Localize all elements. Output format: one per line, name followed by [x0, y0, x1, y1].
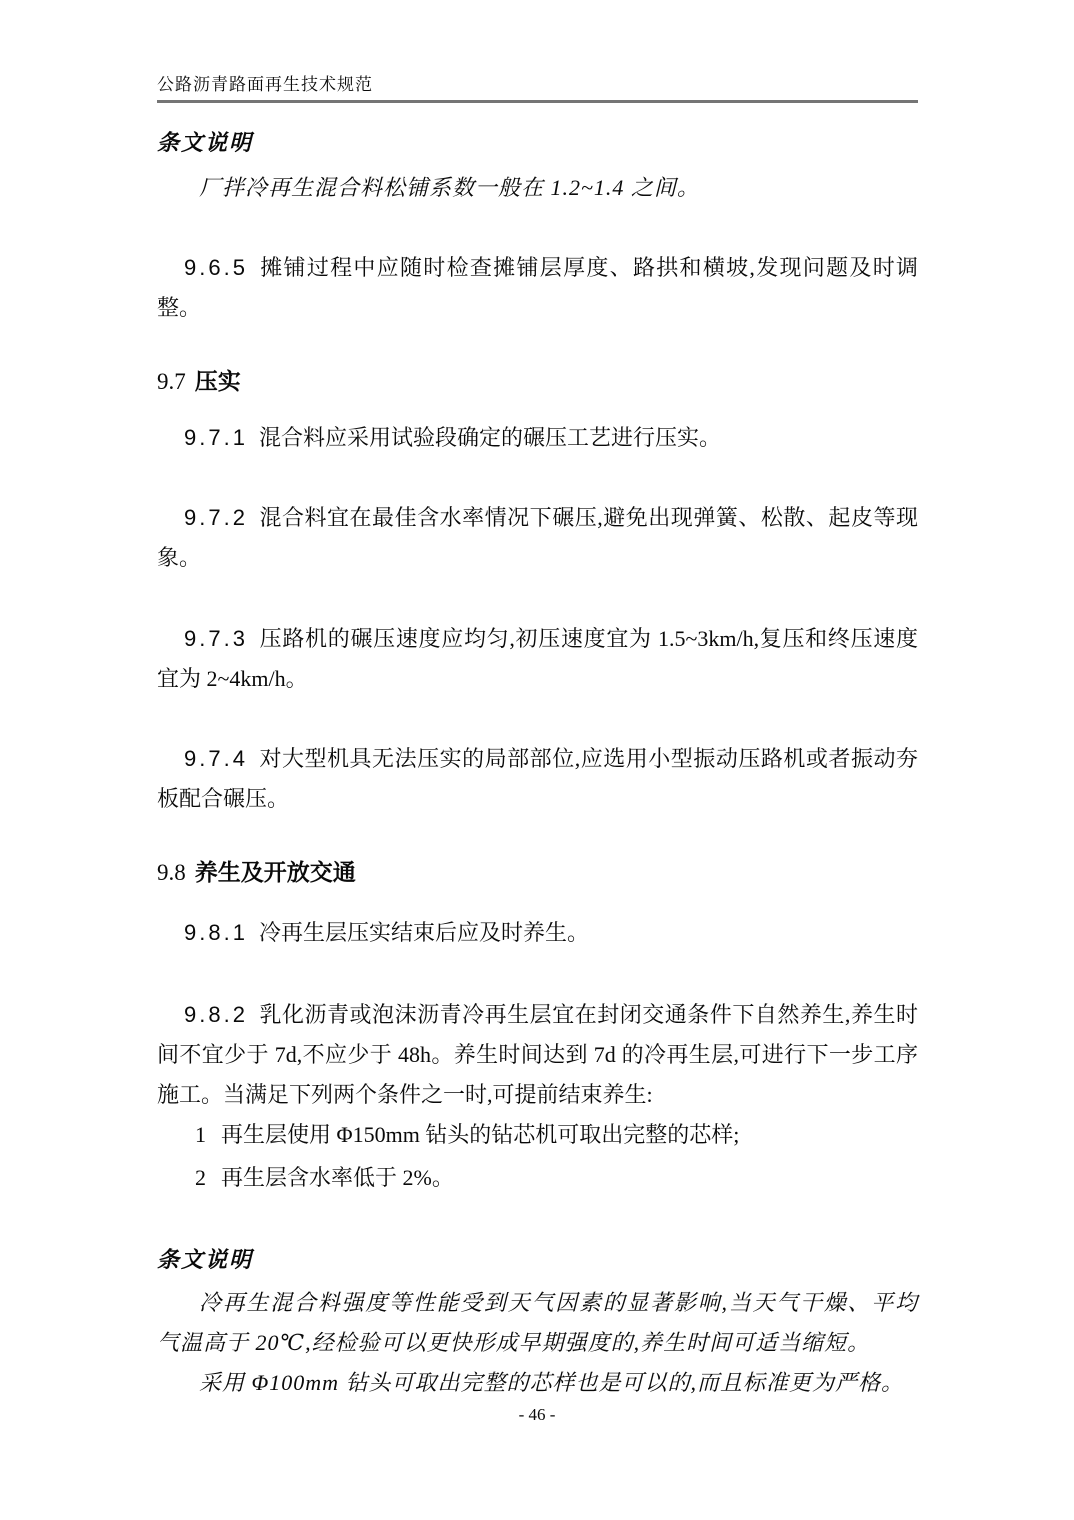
- clause-9-8-1: [157, 913, 918, 953]
- clause-text: 摊铺过程中应随时检查摊铺层厚度、路拱和横坡,发现问题及时调整。: [157, 255, 918, 320]
- commentary-label-1: 条文说明: [157, 130, 254, 155]
- section-heading-9-7: [157, 361, 918, 402]
- clause-9-7-4: [157, 739, 918, 819]
- section-number: 9.7: [157, 369, 186, 394]
- clause-text: 混合料应采用试验段确定的碾压工艺进行压实。: [258, 425, 721, 450]
- clause-9-7-2: [157, 498, 918, 578]
- page-header: [157, 74, 918, 103]
- clause-9-7-1: [157, 418, 918, 458]
- item-text: 再生层含水率低于 2%。: [221, 1165, 454, 1190]
- clause-text: 混合料宜在最佳含水率情况下碾压,避免出现弹簧、松散、起皮等现象。: [157, 505, 918, 570]
- section-number: 9.8: [157, 860, 186, 885]
- item-number: 2: [195, 1165, 206, 1190]
- commentary-2-paragraph-2: 采用 Φ100mm 钻头可取出完整的芯样也是可以的,而且标准更为严格。: [199, 1370, 905, 1395]
- clause-9-6-5: [157, 248, 918, 328]
- clause-text: 压路机的碾压速度应均匀,初压速度宜为 1.5~3km/h,复压和终压速度宜为 2~4km/h。: [157, 626, 918, 691]
- section-title: 压实: [194, 368, 241, 394]
- item-number: 1: [195, 1122, 206, 1147]
- page-number: - 46 -: [518, 1405, 556, 1424]
- condition-item-1: [157, 1115, 918, 1155]
- clause-number: 9.7.1: [184, 425, 248, 450]
- clause-9-7-3: [157, 619, 918, 699]
- clause-number: 9.7.4: [184, 746, 248, 771]
- item-text: 再生层使用 Φ150mm 钻头的钻芯机可取出完整的芯样;: [221, 1122, 740, 1147]
- section-heading-9-8: [157, 852, 918, 893]
- clause-number: 9.7.3: [184, 626, 248, 651]
- clause-number: 9.6.5: [184, 255, 248, 280]
- clause-number: 9.8.1: [184, 920, 248, 945]
- commentary-1-paragraph: 厂拌冷再生混合料松铺系数一般在 1.2~1.4 之间。: [199, 175, 700, 200]
- clause-number: 9.7.2: [184, 505, 248, 530]
- header-title: 公路沥青路面再生技术规范: [157, 75, 373, 94]
- clause-9-8-2: [157, 995, 918, 1115]
- section-title: 养生及开放交通: [194, 859, 356, 885]
- clause-text: 对大型机具无法压实的局部部位,应选用小型振动压路机或者振动夯板配合碾压。: [157, 746, 918, 811]
- commentary-label-2: 条文说明: [157, 1247, 254, 1272]
- commentary-2-paragraph-1: 冷再生混合料强度等性能受到天气因素的显著影响,当天气干燥、平均气温高于 20℃,经检验可以更快形成早期强度的,养生时间可适当缩短。: [157, 1290, 918, 1355]
- condition-item-2: [157, 1158, 918, 1198]
- clause-text: 冷再生层压实结束后应及时养生。: [258, 920, 589, 945]
- clause-text: 乳化沥青或泡沫沥青冷再生层宜在封闭交通条件下自然养生,养生时间不宜少于 7d,不应少于 48h。养生时间达到 7d 的冷再生层,可进行下一步工序施工。当满足下列两个条件之一时,可提前结束养生:: [157, 1002, 918, 1107]
- clause-number: 9.8.2: [184, 1002, 248, 1027]
